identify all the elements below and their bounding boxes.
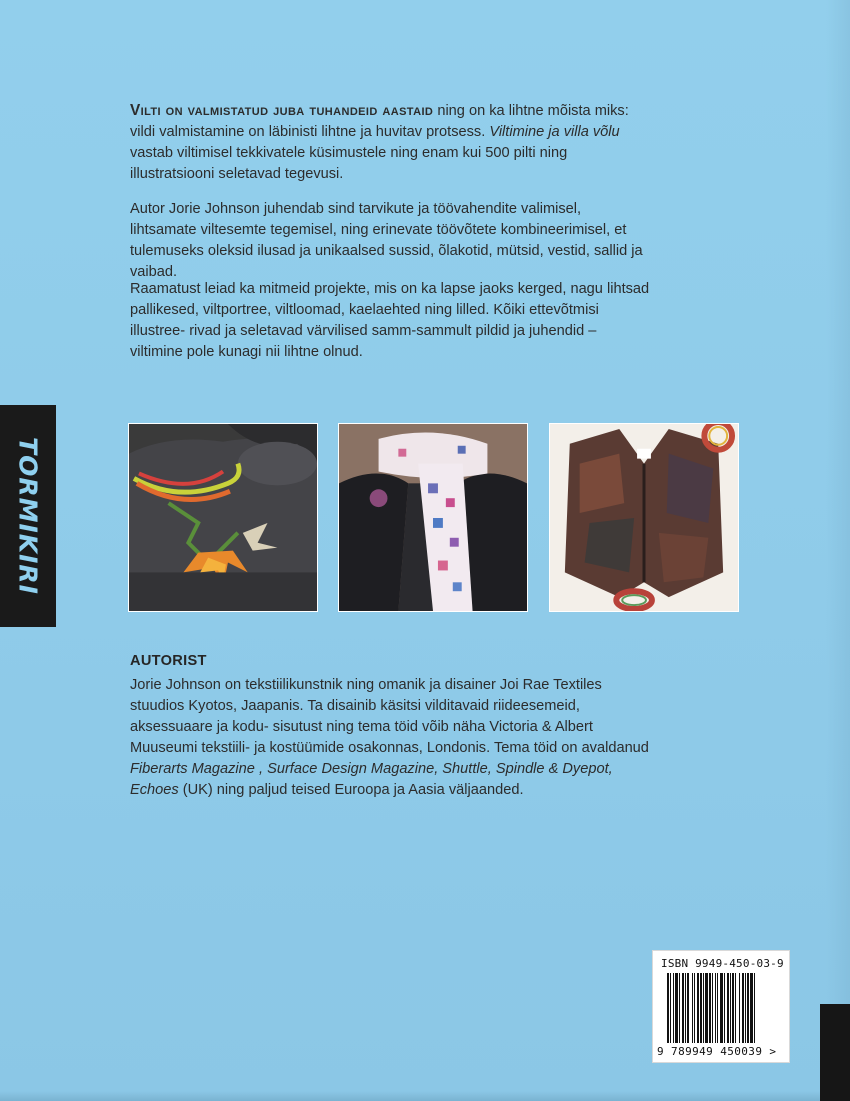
barcode-bar (735, 973, 736, 1043)
book-title-italic: Viltimine ja villa võlu (489, 124, 620, 140)
blurb-lead-heading: Vilti on valmistatud juba tuhandeid aastaid (130, 102, 434, 119)
blurb-paragraph-2: Autor Jorie Johnson juhendab sind tarvikute ja töövahendite valimisel, lihtsamate viltesemte tegemisel, ning erinevate töövõtete kombineerimisel, et tulemuseks oleksid ilusad ja unikaalsed sussid, õlakotid, mütsid, vestid, sallid ja vaibad. (130, 201, 643, 280)
barcode-bar (724, 973, 725, 1043)
barcode-bar (745, 973, 746, 1043)
barcode-bar (715, 973, 716, 1043)
ean-number: 9 789949 450039 > (657, 1045, 777, 1058)
barcode-bar (700, 973, 702, 1043)
barcode-bar (750, 973, 753, 1043)
barcode-bar (670, 973, 671, 1043)
barcode-bar (682, 973, 684, 1043)
barcode-bar (667, 973, 669, 1043)
barcode-bar (730, 973, 731, 1043)
barcode-bar (692, 973, 693, 1043)
blurb-paragraph-1 (130, 100, 650, 185)
blurb-text: vastab viltimisel tekkivatele küsimustele ning enam kui 500 pilti ning illustratsiooni seletavad tegevusi. (130, 145, 568, 182)
photo-felt-necklace-sweater (128, 423, 318, 612)
cover-bottom-shading (0, 1091, 850, 1101)
corner-dark-block (820, 1004, 850, 1101)
photo-felt-vest-bangles (549, 423, 739, 612)
barcode-bars (667, 973, 785, 1043)
barcode-bar (742, 973, 744, 1043)
barcode-bar (675, 973, 678, 1043)
blurb-paragraph-3: Raamatust leiad ka mitmeid projekte, mis on ka lapse jaoks kerged, nagu lihtsad pallikesed, viltportree, viltloomad, kaelaehted ning lilled. Kõiki ettevõtmisi illustree- rivad ja seletavad värvilised samm-sammult pildid ja juhendid – viltimine pole kunagi nii lihtne olnud. (130, 281, 650, 360)
barcode-bar (727, 973, 729, 1043)
blurb-text: ning on ka lihtne mõista miks: vildi valmistamine on läbinisti lihtne ja huvitav protsess. (130, 103, 629, 140)
author-section-heading: AUTORIST (130, 653, 207, 669)
barcode-bar (694, 973, 695, 1043)
barcode-bar (739, 973, 740, 1043)
barcode-bar (712, 973, 713, 1043)
barcode-bar (679, 973, 680, 1043)
barcode-bar (685, 973, 686, 1043)
barcode-bar (673, 973, 674, 1043)
author-bio-text: Jorie Johnson on tekstiilikunstnik ning omanik ja disainer Joi Rae Textiles stuudios Kyotos, Jaapanis. Ta disainib käsitsi vilditavaid riideesemeid, aksessuaare ja kodu- sisutust ning tema töid võib näha Victoria & Albert Muuseumi tekstiili- ja kostüümide osakonnas, Londonis. Tema töid on avaldanud (130, 677, 649, 756)
barcode-bar (709, 973, 711, 1043)
photo-felt-scarf-model (338, 423, 528, 612)
magazine-name-italic: Fiberarts Magazine , (130, 761, 264, 777)
isbn-barcode (652, 950, 790, 1063)
magazine-names-italic: Surface Design Magazine, Shuttle, Spindle & Dyepot, Echoes (130, 761, 613, 798)
isbn-number: ISBN 9949-450-03-9 (661, 957, 784, 970)
barcode-bar (697, 973, 699, 1043)
author-bio (130, 675, 650, 801)
barcode-bar (720, 973, 723, 1043)
barcode-bar (717, 973, 718, 1043)
barcode-bar (705, 973, 708, 1043)
publisher-label: TORMIKIRI (13, 437, 43, 595)
barcode-bar (754, 973, 755, 1043)
barcode-bar (747, 973, 749, 1043)
barcode-bar (703, 973, 704, 1043)
barcode-bar (732, 973, 734, 1043)
barcode-bar (687, 973, 689, 1043)
cover-edge-shading (826, 0, 850, 1101)
author-bio-text: (UK) ning paljud teised Euroopa ja Aasia väljaanded. (182, 782, 524, 798)
